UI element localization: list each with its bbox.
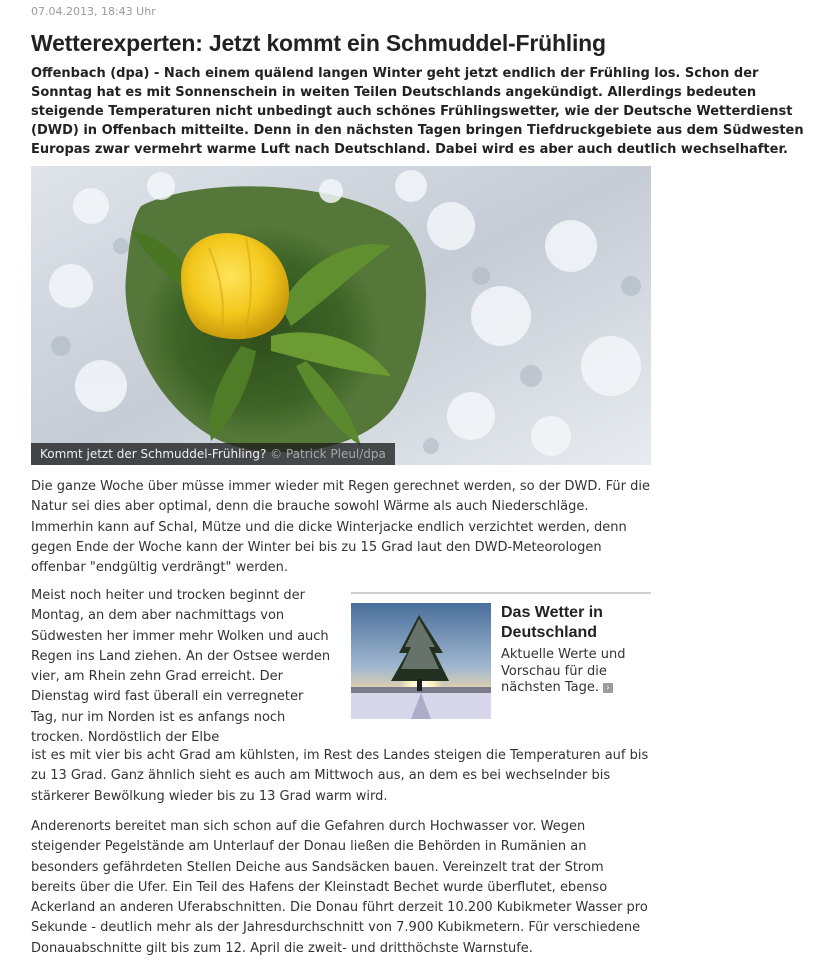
teaser-image[interactable] [351,603,491,719]
article-paragraph: Die ganze Woche über müsse immer wieder mit Regen gerechnet werden, so der DWD. Für die Natur sei dies aber optimal, denn die brauche sowohl Wärme als auch Niederschläge. Immerhin kann auf Schal, Mütze und die dicke Winterjacke endlich verzichtet werden, denn gegen Ende der Woche kann der Winter bei bis zu 15 Grad laut den DWD-Meteorologen offenbar "endgültig verdrängt" werden. [31,479,650,576]
image-credit: © Patrick Pleul/dpa [270,447,386,461]
article-paragraph: Meist noch heiter und trocken beginnt der Montag, an dem aber nachmittags von Südwesten her immer mehr Wolken und auch Regen ins Land ziehen. An der Ostsee werden vier, am Rhein zehn Grad erreicht. Der Dienstag wird fast überall ein verregneter Tag, nur im Norden ist es anfangs noch trocken. Nordöstlich der Elbe [31,588,331,746]
teaser-description-text: Aktuelle Werte und Vorschau für die nächsten Tage. [501,647,626,695]
article-timestamp: 07.04.2013, 18:43 Uhr [31,5,156,18]
teaser-divider [351,592,651,594]
article-paragraph: ist es mit vier bis acht Grad am kühlsten, im Rest des Landes steigen die Temperaturen auf bis zu 13 Grad. Ganz ähnlich sieht es auch am Mittwoch aus, an dem es bei wechselnder bis stärkerer Bewölkung wieder bis zu 13 Grad warm wird. [31,748,649,804]
image-caption [31,443,395,465]
article-paragraph: Anderenorts bereitet man sich schon auf die Gefahren durch Hochwasser vor. Wegen steigender Pegelstände am Unterlauf der Donau ließen die Behörden in Rumänien an besonders gefährdeten Stellen Deiche aus Sandsäcken bauen. Vereinzelt trat der Strom bereits über die Ufer. Ein Teil des Hafens der Kleinstadt Bechet wurde überflutet, ebenso Ackerland an anderen Uferabschnitten. Die Donau führt derzeit 10.200 Kubikmeter Wasser pro Sekunde - deutlich mehr als der Jahresdurchschnitt von 7.900 Kubikmetern. Für verschiedene Donauabschnitte gilt bis zum 12. April die zweit- und dritthöchste Warnstufe. [31,819,648,956]
article-lead: Offenbach (dpa) - Nach einem quälend langen Winter geht jetzt endlich der Frühling los. Schon der Sonntag hat es mit Sonnenschein in weiten Teilen Deutschlands angekündigt. Allerdings bedeuten steigende Temperaturen nicht unbedingt auch schönes Frühlingswetter, wie der Deutsche Wetterdienst (DWD) in Offenbach mitteilte. Denn in den nächsten Tagen bringen Tiefdruckgebiete aus dem Südwesten Europas zwar vermehrt warme Luft nach Deutschland. Dabei wird es aber auch deutlich wechselhafter. [31,66,804,157]
image-caption-text: Kommt jetzt der Schmuddel-Frühling? [40,447,267,461]
teaser-description[interactable] [501,647,651,697]
hero-photo-winter-aconite [31,166,651,465]
arrow-right-icon[interactable]: › [603,683,613,693]
hero-image[interactable] [31,166,651,465]
teaser-title[interactable]: Das Wetter in Deutschland [501,604,603,641]
teaser-photo-snowy-tree [351,603,491,719]
article-headline: Wetterexperten: Jetzt kommt ein Schmuddel-Frühling [31,30,606,56]
